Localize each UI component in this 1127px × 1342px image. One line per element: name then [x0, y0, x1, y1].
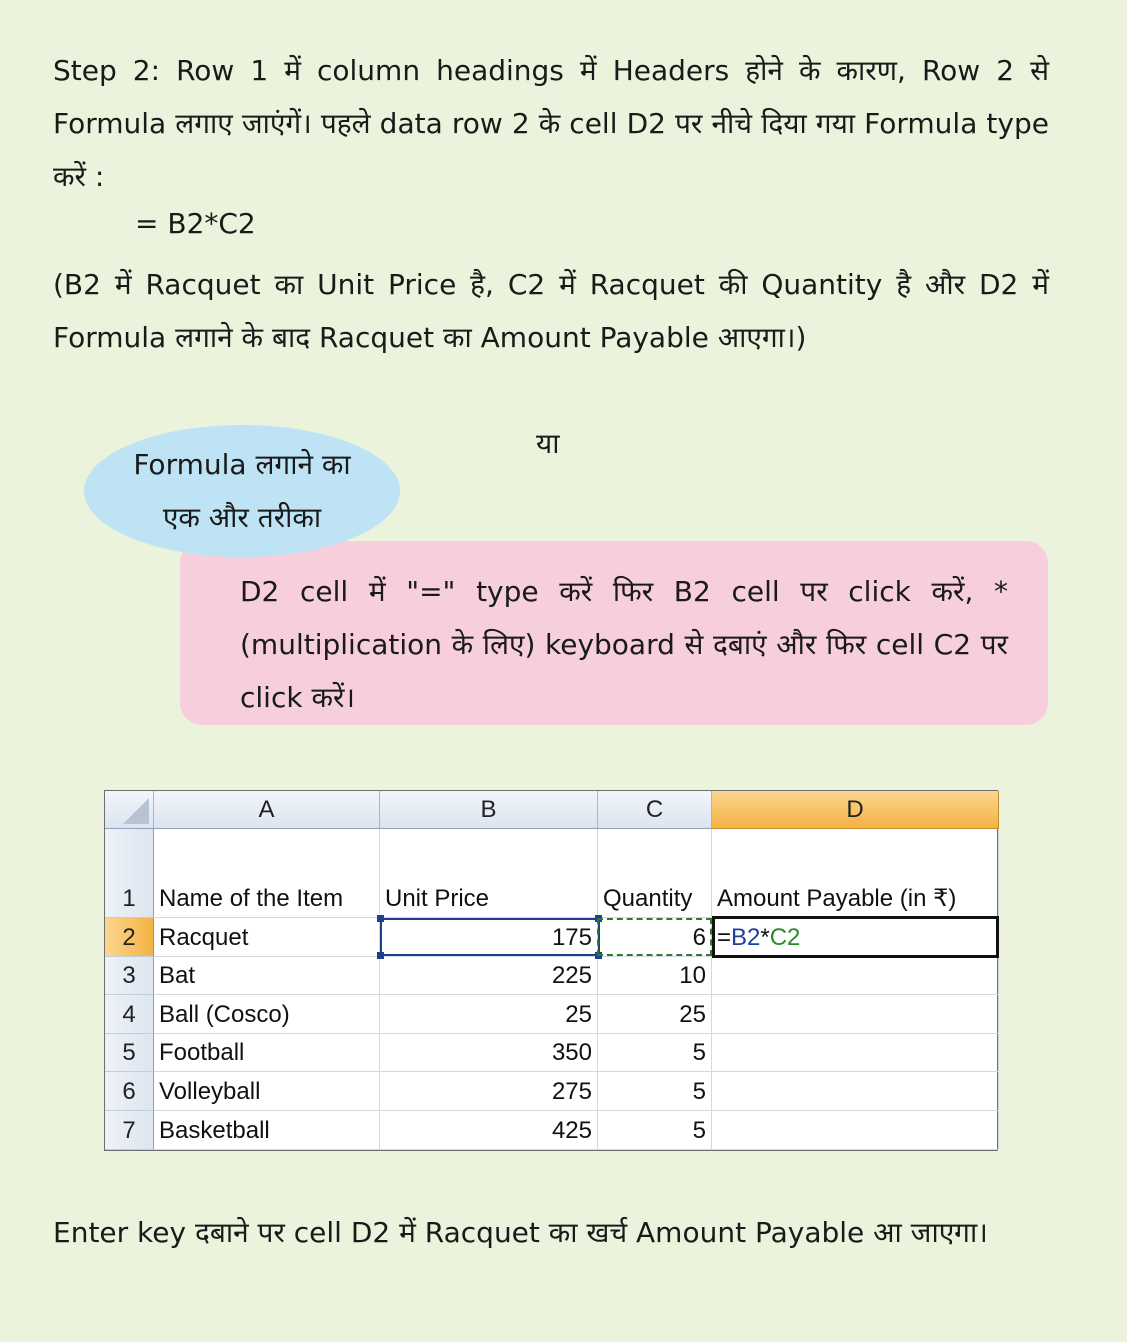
row-header-4[interactable]: 4	[105, 995, 154, 1034]
cell-a3[interactable]: Bat	[154, 957, 380, 995]
cell-b7[interactable]: 425	[380, 1111, 598, 1150]
header-cell-quantity[interactable]: Quantity	[598, 829, 712, 918]
column-header-a[interactable]: A	[154, 791, 380, 829]
header-cell-name[interactable]: Name of the Item	[154, 829, 380, 918]
cell-c2[interactable]: 6	[598, 918, 712, 957]
formula-ref-c2: C2	[769, 924, 801, 951]
column-header-c[interactable]: C	[598, 791, 712, 829]
formula-ref-b2: B2	[731, 924, 761, 951]
cell-a2[interactable]: Racquet	[154, 918, 380, 957]
cell-c3[interactable]: 10	[598, 957, 712, 995]
row-header-6[interactable]: 6	[105, 1072, 154, 1111]
cell-b6[interactable]: 275	[380, 1072, 598, 1111]
cell-c6[interactable]: 5	[598, 1072, 712, 1111]
select-all-corner[interactable]	[105, 791, 154, 829]
spreadsheet	[104, 790, 998, 1151]
cell-b2[interactable]: 175	[380, 918, 598, 957]
row-header-2[interactable]: 2	[105, 918, 154, 957]
cell-d3[interactable]	[712, 957, 999, 995]
tip-text: D2 cell में "=" type करें फिर B2 cell पर click करें, *(multiplication के लिए) keyboard से दबाएं और फिर cell C2 पर click करें।	[240, 575, 1008, 714]
cell-a7[interactable]: Basketball	[154, 1111, 380, 1150]
column-header-b[interactable]: B	[380, 791, 598, 829]
formula-explanation: (B2 में Racquet का Unit Price है, C2 में Racquet की Quantity है और D2 में Formula लगाने के बाद Racquet का Amount Payable आएगा।)	[53, 268, 1049, 354]
select-all-icon	[123, 798, 149, 824]
d2-active-cell-border	[712, 916, 999, 958]
column-header-d[interactable]: D	[712, 791, 999, 829]
row-header-1[interactable]: 1	[105, 829, 154, 918]
cell-a6[interactable]: Volleyball	[154, 1072, 380, 1111]
formula-example: = B2*C2	[135, 207, 256, 240]
cell-b3[interactable]: 225	[380, 957, 598, 995]
cell-b4[interactable]: 25	[380, 995, 598, 1034]
bubble-line-2: एक और तरीका	[162, 501, 322, 534]
header-cell-unit-price[interactable]: Unit Price	[380, 829, 598, 918]
cell-c4[interactable]: 25	[598, 995, 712, 1034]
row-header-7[interactable]: 7	[105, 1111, 154, 1150]
cell-d5[interactable]	[712, 1034, 999, 1072]
cell-b5[interactable]: 350	[380, 1034, 598, 1072]
cell-a4[interactable]: Ball (Cosco)	[154, 995, 380, 1034]
alternate-method-bubble	[84, 425, 400, 557]
b2-reference-highlight	[380, 918, 600, 956]
cell-d7[interactable]	[712, 1111, 999, 1150]
cell-d4[interactable]	[712, 995, 999, 1034]
formula-equals: =	[717, 924, 732, 951]
cell-c7[interactable]: 5	[598, 1111, 712, 1150]
row-header-5[interactable]: 5	[105, 1034, 154, 1072]
result-note: Enter key दबाने पर cell D2 में Racquet का खर्च Amount Payable आ जाएगा।	[53, 1216, 988, 1249]
formula-operator: *	[760, 924, 770, 951]
header-cell-amount-payable[interactable]: Amount Payable (in ₹)	[712, 829, 999, 918]
c2-marching-ants-border	[597, 918, 712, 956]
cell-d6[interactable]	[712, 1072, 999, 1111]
row-header-3[interactable]: 3	[105, 957, 154, 995]
bubble-line-1: Formula लगाने का	[133, 448, 351, 481]
or-separator: या	[536, 427, 560, 460]
cell-a5[interactable]: Football	[154, 1034, 380, 1072]
cell-c5[interactable]: 5	[598, 1034, 712, 1072]
step-2-instruction: Step 2: Row 1 में column headings में Headers होने के कारण, Row 2 से Formula लगाए जाएंगें। पहले data row 2 के cell D2 पर नीचे दिया गया Formula type करें :	[53, 54, 1049, 193]
b2-handle-top-left[interactable]	[377, 915, 384, 922]
tip-box	[180, 541, 1048, 725]
b2-handle-bottom-left[interactable]	[377, 952, 384, 959]
